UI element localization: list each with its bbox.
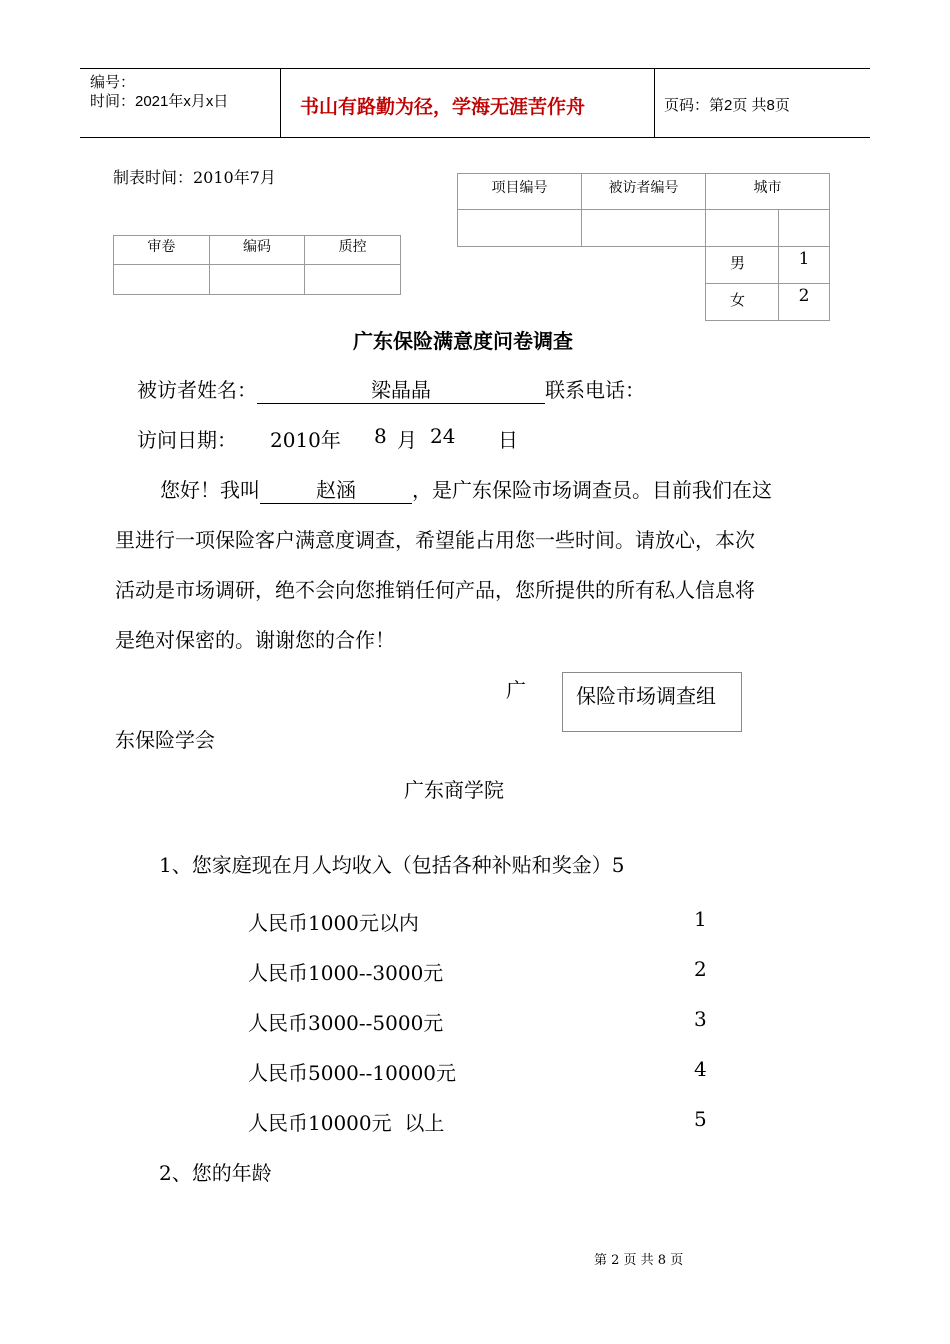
intro-line-4: 是绝对保密的。谢谢您的合作！ <box>115 628 395 652</box>
q1-option-code[interactable]: 4 <box>694 1057 707 1081</box>
review-input-cell[interactable] <box>209 265 305 295</box>
interview-date-month-unit: 月 <box>397 428 417 452</box>
q1-option-label: 人民币10000元 以上 <box>248 1111 445 1135</box>
interviewer-name-field[interactable]: 赵涵 <box>260 474 412 504</box>
respondent-name-label: 被访者姓名： <box>137 378 257 402</box>
interview-date-year: 2010年 <box>270 428 341 452</box>
intro-greeting-end: ，是广东保险市场调查员。目前我们在这 <box>412 478 772 502</box>
respondent-phone-label: 联系电话： <box>545 378 645 402</box>
header-divider <box>280 69 281 137</box>
q1-option-label: 人民币1000元以内 <box>248 911 419 935</box>
signature-part-1: 广 <box>506 678 526 702</box>
review-header-cell: 编码 <box>209 236 305 265</box>
interview-date-month: 8 <box>374 424 387 448</box>
intro-greeting-start: 您好！我叫 <box>160 478 260 502</box>
table-time: 制表时间：2010年7月 <box>113 168 276 187</box>
q1-option-label: 人民币5000--10000元 <box>248 1061 457 1085</box>
survey-title: 广东保险满意度问卷调查 <box>353 329 573 353</box>
signature-part-3: 广东商学院 <box>404 778 504 802</box>
project-header-cell: 被访者编号 <box>582 174 706 210</box>
respondent-name-row <box>137 374 645 404</box>
header-code-label: 编号： <box>90 74 136 91</box>
intro-line-3: 活动是市场调研，绝不会向您推销任何产品，您所提供的所有私人信息将 <box>115 578 755 602</box>
project-input-cell[interactable] <box>779 210 830 247</box>
q1-option-code[interactable]: 1 <box>694 907 707 931</box>
review-header-cell: 审卷 <box>114 236 210 265</box>
interview-date-row <box>137 424 237 453</box>
project-input-cell[interactable] <box>706 210 779 247</box>
header-time-label: 时间：2021年x月x日 <box>90 93 229 110</box>
intro-line-1 <box>160 474 772 504</box>
page-footer: 第 2 页 共 8 页 <box>594 1253 684 1268</box>
signature-part-2: 东保险学会 <box>115 728 215 752</box>
gender-code: 2 <box>779 284 830 321</box>
project-header-cell: 城市 <box>706 174 830 210</box>
gender-label: 女 <box>706 284 779 321</box>
gender-code: 1 <box>779 247 830 284</box>
signature-stamp-text: 保险市场调查组 <box>576 684 716 708</box>
gender-label: 男 <box>706 247 779 284</box>
q1-option-code[interactable]: 2 <box>694 957 707 981</box>
project-table <box>457 173 830 321</box>
review-input-cell[interactable] <box>305 265 401 295</box>
q1-option-code[interactable]: 5 <box>694 1107 707 1131</box>
q1-option-label: 人民币1000--3000元 <box>248 961 444 985</box>
question-1-text: 1、您家庭现在月人均收入（包括各种补贴和奖金）5 <box>159 853 625 877</box>
interview-date-label: 访问日期： <box>137 428 237 452</box>
q1-option-label: 人民币3000--5000元 <box>248 1011 444 1035</box>
respondent-name-field[interactable]: 梁晶晶 <box>257 374 545 404</box>
intro-line-2: 里进行一项保险客户满意度调查，希望能占用您一些时间。请放心，本次 <box>115 528 755 552</box>
header-motto: 书山有路勤为径，学海无涯苦作舟 <box>300 96 586 118</box>
review-table <box>113 235 401 295</box>
q1-option-code[interactable]: 3 <box>694 1007 707 1031</box>
project-input-cell[interactable] <box>458 210 582 247</box>
interview-date-day: 24 <box>430 424 456 448</box>
review-header-cell: 质控 <box>305 236 401 265</box>
review-input-cell[interactable] <box>114 265 210 295</box>
project-input-cell[interactable] <box>582 210 706 247</box>
header-divider <box>654 69 655 137</box>
interview-date-day-unit: 日 <box>498 428 518 452</box>
question-2-text: 2、您的年龄 <box>159 1161 272 1185</box>
header-page-label: 页码：第2页 共8页 <box>664 97 790 114</box>
project-header-cell: 项目编号 <box>458 174 582 210</box>
